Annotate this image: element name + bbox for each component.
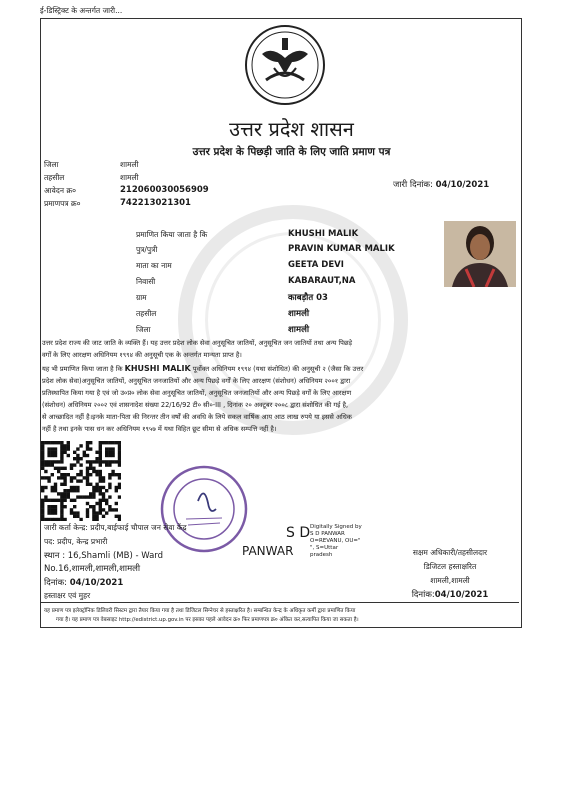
declaration-suffix: पूर्वोक्त अधिनियम १९९४ (यथा संशोधित) की अनुसूची २ (जैसा कि उत्तर: [190, 365, 364, 373]
tehsil-value: शामली: [120, 173, 139, 182]
digital-signature-details: [310, 524, 362, 559]
row-label-resident: निवासी: [136, 277, 156, 286]
application-label: आवेदन क्र०: [44, 186, 77, 195]
declaration-line7: से आच्छादित नहीं है।इनके माता-पिता की निरन्तर तीन वर्षों की अवधि के लिये सकल वार्षिक आय आठ लाख रुपये या इससे अधिक: [42, 413, 352, 421]
row-label-son-daughter: पुत्र/पुत्री: [136, 245, 158, 254]
row-label-certified: प्रमाणित किया जाता है कि: [136, 230, 208, 239]
tehsil-label: तहसील: [44, 173, 65, 182]
district-row-value: शामली: [288, 325, 310, 335]
district-label: जिला: [44, 160, 59, 169]
top-note: ई-डिस्ट्रिक्ट के अन्तर्गत जारी...: [40, 6, 123, 15]
footer-divider: [41, 602, 519, 603]
issuer-center: जारी कर्ता केन्द्र: प्रदीप,बाईफाई चौपाल जन सेवा केंद्र: [44, 523, 187, 532]
issuer-post: पद: प्रदीप, केन्द्र प्रभारी: [44, 537, 108, 546]
page-title: उत्तर प्रदेश शासन: [229, 117, 354, 141]
issuer-seal-label: हस्ताक्षर एवं मुहर: [44, 591, 91, 600]
issuer-date-value: 04/10/2021: [69, 578, 124, 588]
footer-line2: गया है। यह प्रमाण पत्र वेबसाइट http://edistrict.up.gov.in पर इसका पहले आवेदन क्र० फिर प्रमाणपत्र क्र० अंकित कर,सत्यापित किया जा सकता है।: [56, 617, 359, 623]
row-label-village: ग्राम: [136, 293, 147, 302]
caste-text-line1: उत्तर प्रदेश राज्य की जाट जाति के व्यक्ति हैं। यह उत्तर प्रदेश लोक सेवा अनुसूचित जातियों, अनुसूचित जन जातियों तथा अन्य पिछड़े: [42, 339, 353, 347]
resident-value: KABARAUT,NA: [288, 276, 356, 286]
page-subtitle: उत्तर प्रदेश के पिछड़ी जाति के लिए जाति प्रमाण पत्र: [192, 146, 391, 158]
issue-date: [393, 179, 489, 190]
declaration-line3: [42, 364, 516, 374]
row-label-tehsil: तहसील: [136, 309, 157, 318]
sig-line4: ", S=Uttar: [310, 545, 339, 551]
sig-line3: O=REVANU, OU=": [310, 538, 361, 544]
applicant-photo: [444, 221, 516, 287]
row-label-district: जिला: [136, 325, 151, 334]
village-value: काबड़ौत 03: [288, 293, 328, 303]
authority-signed: डिजिटल हस्ताक्षरित: [423, 562, 477, 571]
authority-date: [385, 589, 515, 600]
applicant-name: KHUSHI MALIK: [288, 229, 359, 239]
tehsil-row-value: शामली: [288, 309, 310, 319]
issue-date-value: 04/10/2021: [435, 180, 490, 190]
declaration-line8: नहीं है तथा इनके पास धन कर अधिनियम १९५७ में यथा विहित छूट सीमा से अधिक सम्पत्ति नहीं है।: [42, 425, 277, 433]
issuer-place-line2: No.16,शामली,शामली,शामली: [44, 564, 141, 574]
qr-code[interactable]: [41, 441, 121, 521]
certificate-label: प्रमाणपत्र क्र०: [44, 199, 81, 208]
sig-line2: S D PANWAR: [310, 531, 345, 537]
mother-name: GEETA DEVI: [288, 260, 344, 270]
sig-line5: pradesh: [310, 552, 333, 558]
sig-line1: Digitally Signed by: [310, 524, 362, 530]
signature-initials: S D: [286, 525, 311, 541]
issuer-place-line1: स्थान : 16,Shamli (MB) - Ward: [44, 551, 164, 561]
declaration-prefix: यह भी प्रमाणित किया जाता है कि: [42, 365, 125, 373]
declaration-name: KHUSHI MALIK: [124, 364, 191, 373]
declaration-line6: (संशोधन) अधिनियम २००२ एवं शासनादेश संख्या 22/16/92 टी० सी०-III , दिनांक २० अक्टूबर २००८ द्वारा संशोधित की गई है,: [42, 401, 349, 409]
official-stamp: [158, 463, 250, 555]
signature-surname: PANWAR: [242, 544, 294, 558]
authority-date-value: 04/10/2021: [434, 590, 489, 600]
up-emblem-logo: [244, 24, 326, 106]
issuer-date-label: दिनांक:: [44, 578, 68, 588]
issue-date-label: जारी दिनांक:: [393, 180, 433, 190]
row-label-mother: माता का नाम: [136, 261, 172, 270]
declaration-line5: प्रतिस्थापित किया गया है एवं जो उ०प्र० लोक सेवा अनुसूचित जातियों, अनुसूचित जनजातियों और अन्य पिछड़े वर्गों के लिए आरक्षण: [42, 389, 352, 397]
authority-place: शामली,शामली: [430, 576, 470, 585]
authority-date-label: दिनांक:: [411, 590, 435, 600]
caste-text-line2: वर्गों के लिए आरक्षण अधिनियम १९९४ की अनुसूची एक के अन्तर्गत मान्यता प्राप्त है।: [42, 351, 242, 359]
authority-title: सक्षम अधिकारी/तहसीलदार: [412, 548, 488, 557]
district-value: शामली: [120, 160, 139, 169]
issuer-date: [44, 577, 123, 588]
application-number: 212060030056909: [120, 185, 209, 195]
father-name: PRAVIN KUMAR MALIK: [288, 244, 395, 254]
certificate-number: 742213021301: [120, 198, 191, 208]
footer-line1: यह प्रमाण पत्र इलेक्ट्रॉनिक डिलिवरी सिस्टम द्वारा तैयार किया गया है तथा डिजिटल सिग्नेचर से हस्ताक्षरित है। सम्बन्धित केन्द्र के अधिकृत कर्मी द्वारा प्रमाणित किया: [44, 608, 356, 614]
declaration-line4: प्रदेश लोक सेवा)अनुसूचित जातियों, अनुसूचित जनजातियों और अन्य पिछड़े वर्गों के लिए आरक्षण (संशोधन) अधिनियम २००१ द्वारा: [42, 377, 351, 385]
